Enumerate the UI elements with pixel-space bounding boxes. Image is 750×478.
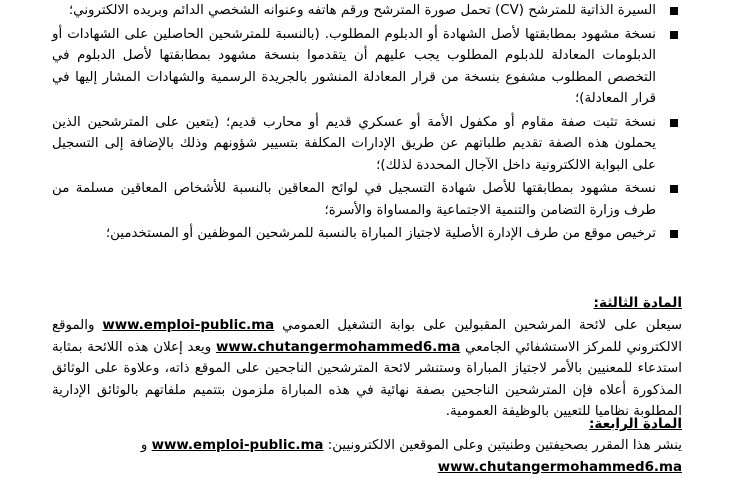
list-item xyxy=(52,112,682,177)
article-three-text-2: والموقع الالكتروني للمركز الاستشفائي الجامعي xyxy=(52,318,682,355)
list-item-text: نسخة مشهود بمطابقتها للأصل شهادة التسجيل في لوائح المعاقين بالنسبة للأشخاص المعاقين مسلمة من طرف وزارة التضامن والتنمية الاجتماعية والمساواة والأسرة؛ xyxy=(52,181,656,218)
square-bullet-icon xyxy=(670,230,678,238)
square-bullet-icon xyxy=(670,7,678,15)
article-four-conjunction: و xyxy=(140,438,148,453)
article-three-text-3: ويعد إعلان هذه اللائحة بمثابة استدعاء للمعنيين بالأمر لاجتياز المباراة وستنشر لائحة المترشحين الناجحين على الموقع ذاته، وعلاوة على الوثائق المذكورة أعلاه فإن المترشحين الناجحين بصفة نهائية في هذه المباراة ملزمون بتتميم ملفاتهم بالوثائق الإدارية المطلوبة نظاميا للتعيين بالوظيفة العمومية. xyxy=(52,339,682,419)
list-item-text: السيرة الذاتية للمترشح (CV) تحمل صورة المترشح ورقم هاتفه وعنوانه الشخصي الدائم وبريده الالكتروني؛ xyxy=(68,3,656,18)
emploi-public-link[interactable]: www.emploi-public.ma xyxy=(151,438,324,453)
square-bullet-icon xyxy=(670,31,678,39)
list-item-text: نسخة مشهود بمطابقتها لأصل الشهادة أو الدبلوم المطلوب. (بالنسبة للمترشحين الحاصلين على الشهادات أو الدبلومات المعادلة للدبلوم المطلوب يجب عليهم أن يتقدموا بنسخة مشهود بمطابقتها لأصل الدبلوم في التخصص المطلوب مشفوع بنسخة من قرار المعادلة المنشور بالجريدة الرسمية والشهادات المشار إليها في قرار المعادلة)؛ xyxy=(52,26,656,106)
article-three-body xyxy=(52,315,682,423)
article-three-title: المادة الثالثة: xyxy=(593,295,682,311)
square-bullet-icon xyxy=(670,185,678,193)
article-three xyxy=(52,292,682,423)
list-item-text: ترخيص موقع من طرف الإدارة الأصلية لاجتياز المباراة بالنسبة للمرشحين الموظفين أو المستخدمين؛ xyxy=(105,226,656,241)
required-documents-list xyxy=(52,0,682,245)
article-four-body xyxy=(52,435,682,478)
article-four-title: المادة الرابعة: xyxy=(588,416,682,432)
square-bullet-icon xyxy=(670,119,678,127)
list-item xyxy=(52,24,682,110)
list-item-text: نسخة تثبت صفة مقاوم أو مكفول الأمة أو عسكري قديم أو محارب قديم؛ (يتعين على المترشحين الذين يحملون هذه الصفة تقديم طلباتهم عن طريق الإدارات المكلفة بتسيير شؤونهم وذلك بالإضافة إلى التسجيل على البوابة الالكترونية داخل الآجال المحددة لذلك)؛ xyxy=(52,114,656,173)
emploi-public-link[interactable]: www.emploi-public.ma xyxy=(102,318,275,333)
list-item xyxy=(52,223,682,245)
list-item xyxy=(52,0,682,22)
list-item xyxy=(52,178,682,221)
article-four-text-1: ينشر هذا المقرر بصحيفتين وطنيتين وعلى الموقعين الالكترونيين: xyxy=(327,438,682,453)
chu-website-link[interactable]: www.chutangermohammed6.ma xyxy=(215,339,461,355)
chu-website-link[interactable]: www.chutangermohammed6.ma xyxy=(437,459,682,475)
article-four xyxy=(52,413,682,478)
article-three-text-1: سيعلن على لائحة المرشحين المقبولين على بوابة التشغيل العمومي xyxy=(282,318,682,333)
